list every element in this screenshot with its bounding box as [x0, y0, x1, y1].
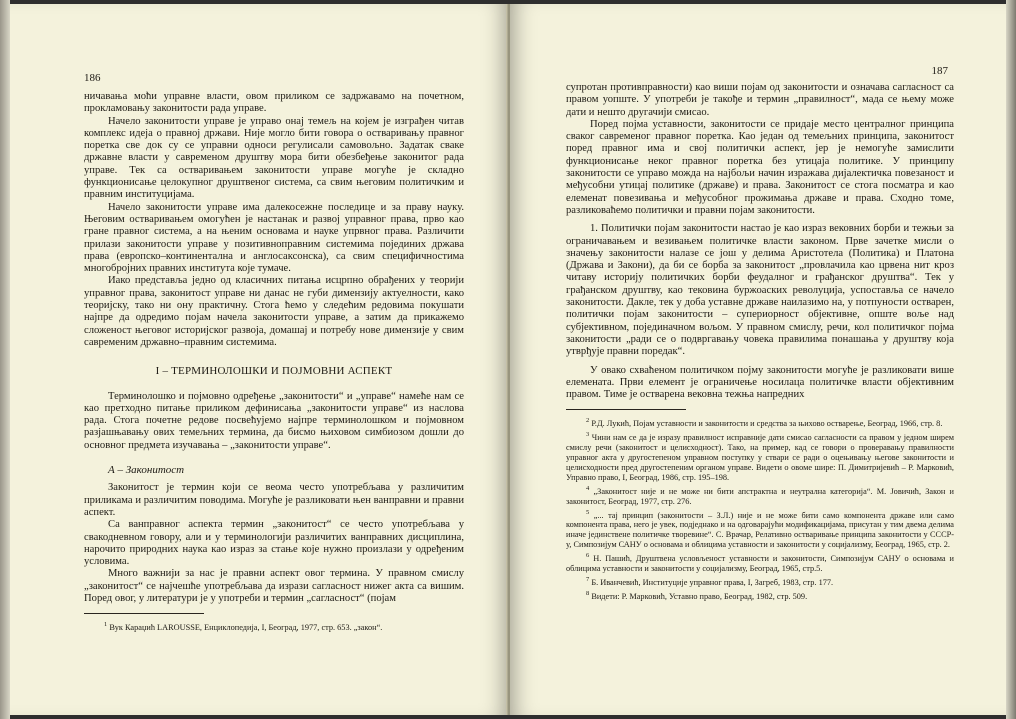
footnote-text: Вук Караџић LAROUSSE, Енциклопедија, I, Београд, 1977, стр. 653. „закон“.: [109, 623, 383, 633]
paragraph: Терминолошко и појмовно одређење „законитости“ и „управе“ намеће нам се као претходно питање приликом дефинисања „законитости управе“ из наслова рада. Стога почетне редове посвећујемо најпре терминолошком и појмовном разјашњавању ових темељних термина, да бисмо њиховом симбиозом дошли до основног предмета изучавања – „законитости управе“.: [84, 390, 464, 451]
section-heading: I – ТЕРМИНОЛОШКИ И ПОЈМОВНИ АСПЕКТ: [155, 365, 393, 378]
paragraph: Иако представља једно од класичних питања исцрпно обрађених у теорији управног права, законитост управе ни данас не губи димензију актуелности, како теоријску, тако ни ону практичну. Стога ћемо у следећим редовима покушати најпре да одредимо појам начела законитости управе, а затим да прикажемо сложеност његовог историјског развоја, домашај и потребу нове димензије у свим савременим државно–правним системима.: [84, 275, 464, 348]
footnote: $^4$ „Законитост није и не може ни бити апстрактна и неутрална категорија“. М. Јовичић, Закон и законитост, Београд, 1977, стр. 276.: [566, 484, 954, 506]
paragraph: Начело законитости управе је управо онај темељ на којем је изграђен читав комплекс идеја о правној држави. Није могло бити говора о остваривању правног поретка све док су се управни односи регулисали самовољно. Задатак сваке државне власти у савременом друштву мора бити обезбеђење законитог рада управе. Тек са остваривањем законитости управе могуће је складно функционисање целокупног друштвеног система, са свим његовим политичким и правним институцијама.: [84, 115, 464, 201]
page-number: 186: [84, 72, 101, 84]
right-page: [510, 4, 1006, 715]
footnote: $^1$ Вук Караџић LAROUSSE, Енциклопедија, I, Београд, 1977, стр. 653. „закон“.: [104, 621, 383, 633]
left-book-edge: [0, 0, 10, 719]
right-book-edge: [1006, 0, 1016, 719]
footnote: $^5$ „... тај принцип (законитости – З.Л.) није и не може бити само компонента државе или само компонента права, него је увек, подједнако и на одговарајући модификацијама, присутан у тим двема делима иначе јединствене политичке творевине“. С. Врачар, Релативно остваривање принципа законитости у СССР-у, Симпозијум САНУ о основама и облицима уставности и законитости у социјализму, Београд, 1965, стр. 2.: [566, 508, 954, 550]
footnote: $^3$ Чини нам се да је изразу правилност исправније дати смисао сагласности са правом у једном ширем смислу речи (законитост и целисходност). Тако, на пример, кад се говори о проверавању правилности управног акта у другостепеном управном поступку у ствари се ради о оцењивању његове законитости и целисходности пред другостепеним органом управе. Видети о овоме шире: П. Димитријевић – Р. Марковић, Управно право, I, Београд, 1986, стр. 195–198.: [566, 431, 955, 482]
left-page: [10, 4, 508, 715]
paragraph: супротан противправности) као виши појам од законитости и означава сагласност са правом уопште. У употреби је такође и термин „правилност“, мада се њему може дати и нешто другачији смисао.: [566, 82, 954, 118]
right-page-body: [566, 82, 954, 603]
paragraph: Поред појма уставности, законитости се придаје место централног принципа сваког савременог правног поретка. Као један од темељних принципа, законитост поред правног има и свој политички аспект, јер је немогуће замислити функционисање неког правног поретка без утицаја политике. У принципу законитости се управо можда на најбољи начин изражава дијалектичка повезаност и међусобни утицај политике (државе) и права. Законитост се стога посматра и као елеменат повезивања и међусобног прожимања државе и права. Сходно томе, разликоваћемо политички и правни појам законитости.: [566, 118, 954, 216]
footnote: $^6$ Н. Пашић, Друштвена условљеност уставности и законитости, Симпозијум САНУ о основама и облицима уставности и законитости у социјализму, Београд, 1965, стр.5.: [566, 552, 954, 574]
footnote: $^2$ Р.Д. Лукић, Појам уставности и законитости и средства за њихово остварење, Београд, 1966, стр. 8.: [586, 417, 943, 429]
paragraph: Много важнији за нас је правни аспект овог термина. У правном смислу „законитост“ се најчешће употребљава да изрази сагласност нижег акта са вишим. Поред овог, у литератури је у употреби и термин „сагласност“ (појам: [84, 568, 464, 604]
paragraph: ничавања моћи управне власти, овом приликом се задржавамо на почетном, прокламовању законитости рада управе.: [84, 91, 464, 115]
paragraph: У овако схваћеном политичком појму законитости могуће је разликовати више елемената. Први елемент је ограничење носилаца политичке власти објективним правом. Тиме је остварена вековна тежња напредних: [566, 364, 954, 401]
subsection-heading: А – Законитост: [108, 464, 185, 477]
footnote: $^8$ Видети: Р. Марковић, Уставно право, Београд, 1982, стр. 509.: [586, 590, 808, 601]
paragraph: Са ванправног аспекта термин „законитост“ се често употребљава у свакодневном говору, али и у терминологији различитих ванправних дисциплина, нарочито природних наука као израз за стање које нужно произлази у одређеним условима.: [84, 519, 464, 568]
paragraph: Начело законитости управе има далекосежне последице и за праву науку. Његовим остваривањем омогућен је настанак и развој управног права, прво као гране правног система, а на њеним основама и науке упрвног права. Различити прилази законитости управе у позитивноправним системима појединих држава права (европско–континентална и англосаксонска), са свим специфичностима многобројних правних института које тумаче.: [84, 201, 464, 275]
paragraph: Законитост је термин који се веома често употребљава у различитим приликама и различитим поводима. Могуће је разликовати њен ванправни и правни аспект.: [84, 482, 464, 518]
page-number: 187: [931, 65, 948, 77]
footnotes: [84, 620, 464, 633]
footnote: $^7$ Б. Иванчевић, Институције управног права, I, Загреб, 1983, стр. 177.: [586, 576, 834, 588]
footnotes: [566, 416, 954, 601]
left-page-body: [84, 91, 464, 634]
footnote-divider: [84, 613, 204, 614]
paragraph: 1. Политички појам законитости настао је као израз вековних борби и тежњи за ограничавањем и везивањем политичке власти законом. Прве зачетке мисли о значењу законитости налазе се још у делима Аристотела (Политика) и Платона (Држава и Закони), да би се борба за законитост „провлачила као црвена нит кроз читаву историју политичких борби феудалног и грађанског друштва“. Тек у грађанском друштву, као тековина буржоаских револуција, успоставља се начело законитости. Дакле, тек у доба уставне државе наилазимо на, у потпуности остварен, политички појам законитости – супериорност објективне, опште воље над субјективном, појединачном вољом. У правном смислу, речи, кол политичког појма законитости „ради се о подвргавању човека правилима понашања у друштву која утврђује правни поредак“.: [566, 223, 954, 358]
footnote-divider: [566, 409, 686, 410]
